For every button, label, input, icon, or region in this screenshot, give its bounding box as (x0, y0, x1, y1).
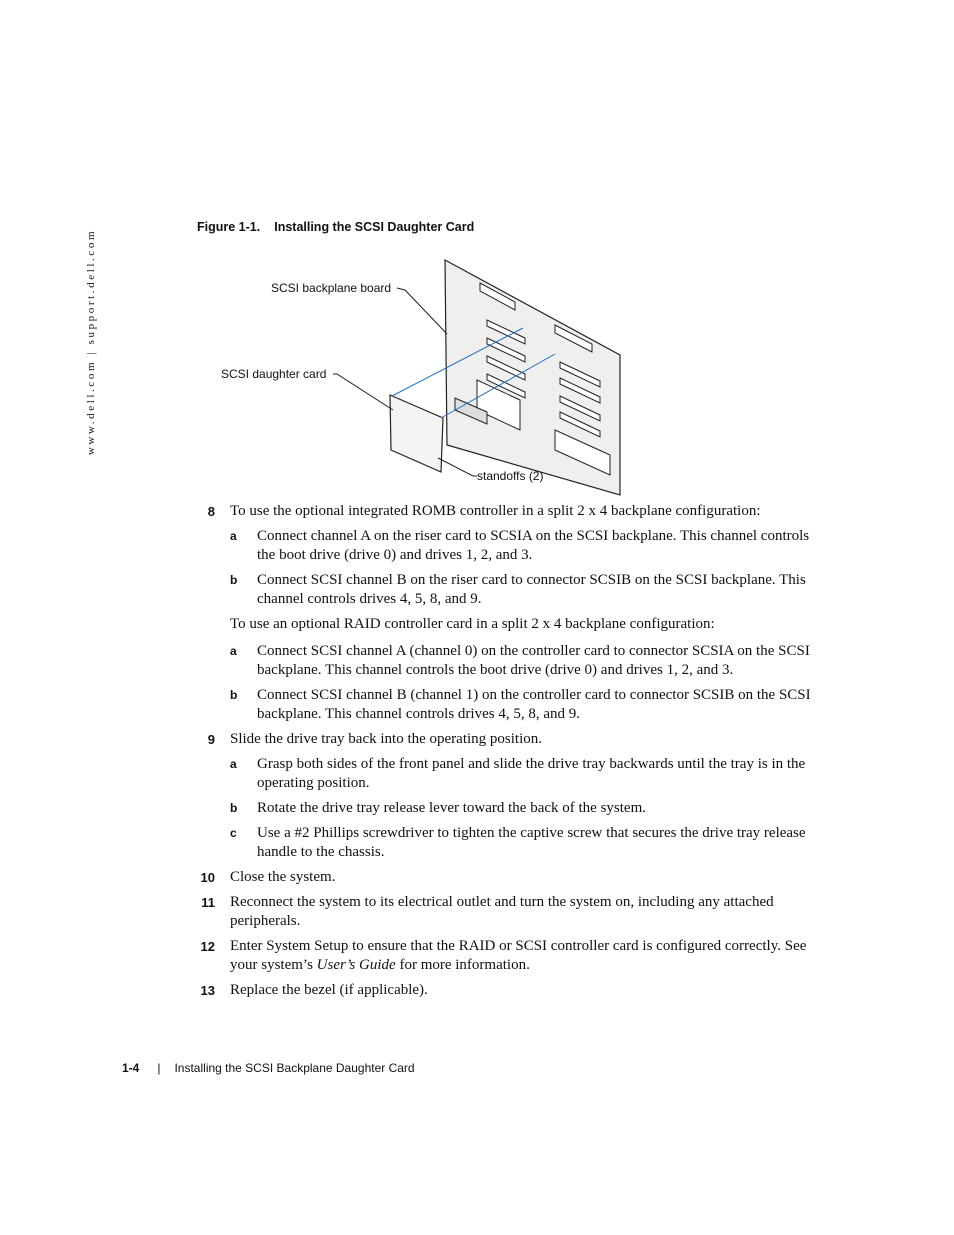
step-text: Slide the drive tray back into the operating position. (230, 731, 543, 747)
step-number: 10 (200, 870, 215, 885)
step-text: Replace the bezel (if applicable). (230, 982, 428, 998)
substep-label: a (230, 529, 237, 543)
step-text-before: Enter System Setup to ensure that the RAID or SCSI controller card is configured correctly. See your system’s (230, 938, 807, 973)
substep-text: Rotate the drive tray release lever toward the back of the system. (257, 800, 647, 816)
sidebar-url (84, 224, 98, 460)
page-number: 1-4 (122, 1061, 140, 1075)
substep-label: b (230, 573, 238, 587)
step-10 (197, 868, 817, 887)
step-text: Close the system. (230, 869, 336, 885)
step-number: 8 (207, 504, 215, 519)
substep-8b (197, 571, 817, 609)
step-12 (197, 937, 817, 975)
step-11 (197, 893, 817, 931)
step-text-after: for more information. (395, 957, 530, 973)
substep-text: Connect channel A on the riser card to SCSIA on the SCSI backplane. This channel controls the boot drive (drive 0) and drives 1, 2, and 3. (257, 528, 810, 563)
leader-standoffs (438, 458, 477, 476)
step-text (230, 937, 817, 975)
step-number: 12 (200, 939, 215, 954)
step-number: 13 (200, 983, 215, 998)
callout-backplane: SCSI backplane board (271, 281, 392, 295)
substep-label: b (230, 688, 238, 702)
sidebar-url-text: www.dell.com | support.dell.com (85, 228, 97, 456)
raid-intro (197, 615, 817, 634)
substep-8a (197, 527, 817, 565)
step-9 (197, 730, 817, 749)
substep-text: Grasp both sides of the front panel and slide the drive tray backwards until the tray is in the operating position. (257, 756, 806, 791)
step-text: Reconnect the system to its electrical outlet and turn the system on, including any attached peripherals. (230, 894, 774, 929)
substep-raid-b (197, 686, 817, 724)
substep-9c (197, 824, 817, 862)
substep-label: c (230, 826, 237, 840)
figure-number: Figure 1-1. (197, 220, 261, 234)
substep-9b (197, 799, 817, 818)
page-footer (122, 1061, 415, 1075)
daughter-card-shape (390, 395, 443, 472)
substep-9a (197, 755, 817, 793)
raid-intro-text: To use an optional RAID controller card in a split 2 x 4 backplane configuration: (230, 616, 715, 632)
substep-raid-a (197, 642, 817, 680)
substep-text: Connect SCSI channel B (channel 1) on the controller card to connector SCSIB on the SCSI backplane. This channel controls drives 4, 5, 8, and 9. (257, 687, 811, 722)
footer-title: Installing the SCSI Backplane Daughter Card (174, 1061, 415, 1075)
callout-standoffs: standoffs (2) (477, 469, 544, 483)
substep-text: Connect SCSI channel B on the riser card to connector SCSIB on the SCSI backplane. This channel controls drives 4, 5, 8, and 9. (257, 572, 806, 607)
footer-separator: | (157, 1061, 161, 1075)
step-8 (197, 502, 817, 521)
leader-daughter (333, 374, 393, 410)
leader-backplane (397, 288, 447, 334)
step-number: 11 (201, 895, 215, 910)
substep-label: b (230, 801, 238, 815)
substep-text: Connect SCSI channel A (channel 0) on the controller card to connector SCSIA on the SCSI backplane. This channel controls the boot drive (drive 0) and drives 1, 2, and 3. (257, 643, 810, 678)
figure-illustration (215, 250, 635, 500)
step-text: To use the optional integrated ROMB controller in a split 2 x 4 backplane configuration: (230, 503, 761, 519)
step-number: 9 (207, 732, 215, 747)
step-13 (197, 981, 817, 1000)
figure-caption (197, 220, 474, 234)
instructions (197, 502, 817, 1000)
figure-title: Installing the SCSI Daughter Card (274, 220, 475, 234)
substep-label: a (230, 757, 237, 771)
substep-label: a (230, 644, 237, 658)
substep-text: Use a #2 Phillips screwdriver to tighten the captive screw that secures the drive tray release handle to the chassis. (257, 825, 806, 860)
callout-daughter-card: SCSI daughter card (221, 367, 327, 381)
users-guide-title: User’s Guide (316, 957, 396, 973)
